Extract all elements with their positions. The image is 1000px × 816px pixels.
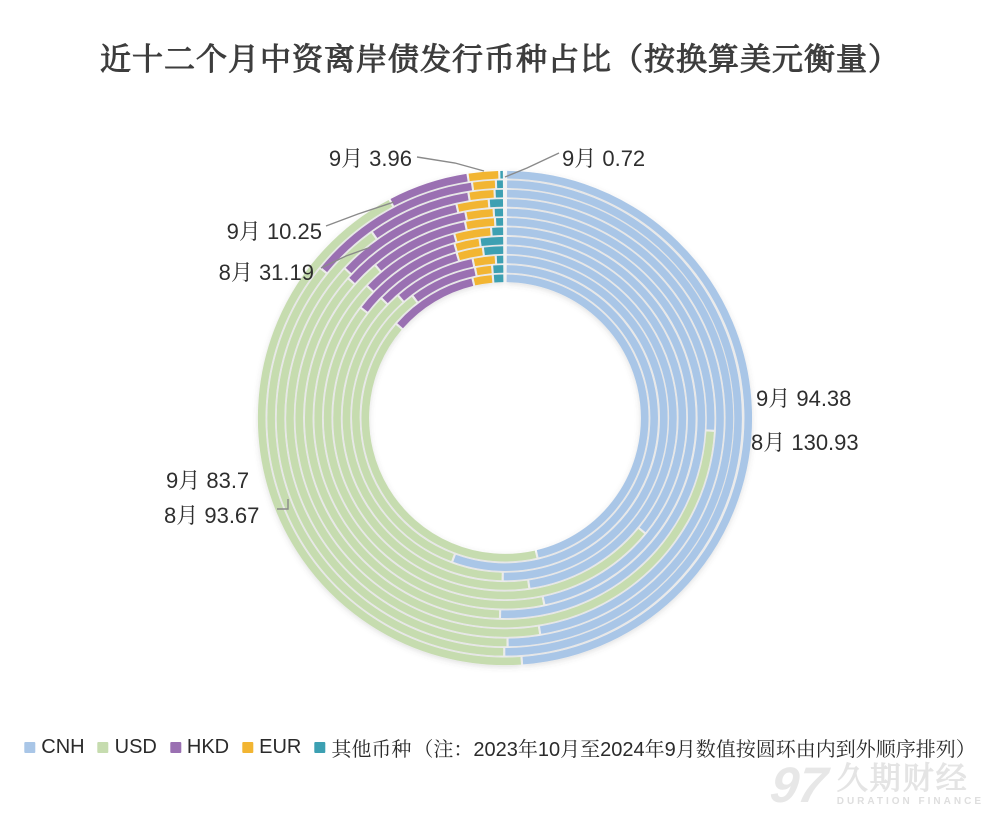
legend-label: 其他币种 [331,739,412,761]
callout-aug-hkd: 8月 31.19 [218,260,314,285]
legend-item-HKD [170,736,229,759]
legend-swatch-EUR [242,742,253,753]
ring-2024年6月-EUR-segment [458,204,488,208]
leader-line-sep-eur [417,157,484,171]
ring-2023年11月-EUR-segment [477,270,492,272]
ring-2024年7月-EUR-segment [470,194,494,196]
legend-label: USD [114,736,157,758]
ring-2023年10月-EUR-segment [474,279,492,282]
chart-legend [24,733,975,762]
ring-2023年12月-EUR-segment [474,260,494,263]
callout-sep-eur: 9月 3.96 [328,146,412,171]
callout-aug-cnh: 8月 130.93 [751,430,859,455]
legend-label: EUR [259,736,302,758]
ring-2024年5月-EUR-segment [467,213,493,216]
logo-brand-subtitle: DURATION FINANCE [836,795,984,807]
ring-2024年8月-EUR-segment [474,184,495,186]
legend-note: （注：2023年10月至2024年9月数值按圆环由内到外顺序排列） [413,739,976,761]
ring-2024年1月-EUR-segment [459,252,482,257]
ring-2024年2月-EUR-segment [457,243,479,248]
legend-label: HKD [186,736,230,758]
logo-brand-name: 久期财经 [836,761,969,797]
logo-mark-icon: 97 [767,757,831,813]
ring-2024年3月-EUR-segment [456,232,490,238]
callout-sep-hkd: 9月 10.25 [226,219,322,244]
legend-swatch-USD [98,742,109,753]
legend-item-其他币种 [314,733,411,762]
ring-2024年2月-其他币种-segment [481,241,503,243]
legend-swatch-HKD [170,742,181,753]
callout-sep-usd: 9月 83.7 [166,468,250,493]
ring-2024年9月-EUR-segment [469,175,498,178]
legend-item-EUR [242,736,301,759]
ring-2024年6月-其他币种-segment [490,203,503,204]
callout-aug-usd: 8月 93.67 [164,503,260,528]
legend-swatch-其他币种 [314,742,325,753]
ring-2024年4月-EUR-segment [467,222,494,225]
callout-sep-other: 9月 0.72 [562,146,646,171]
chart-title: 近十二个月中资离岸债发行币种占比（按换算美元衡量） [100,42,900,77]
legend-item-CNH [24,736,84,759]
legend-item-USD [98,736,157,759]
ring-2024年1月-其他币种-segment [484,250,503,251]
callout-sep-cnh: 9月 94.38 [756,386,852,411]
donut-rings [262,175,749,662]
legend-label: CNH [41,736,85,758]
logo-watermark [767,757,984,813]
legend-swatch-CNH [24,742,35,753]
